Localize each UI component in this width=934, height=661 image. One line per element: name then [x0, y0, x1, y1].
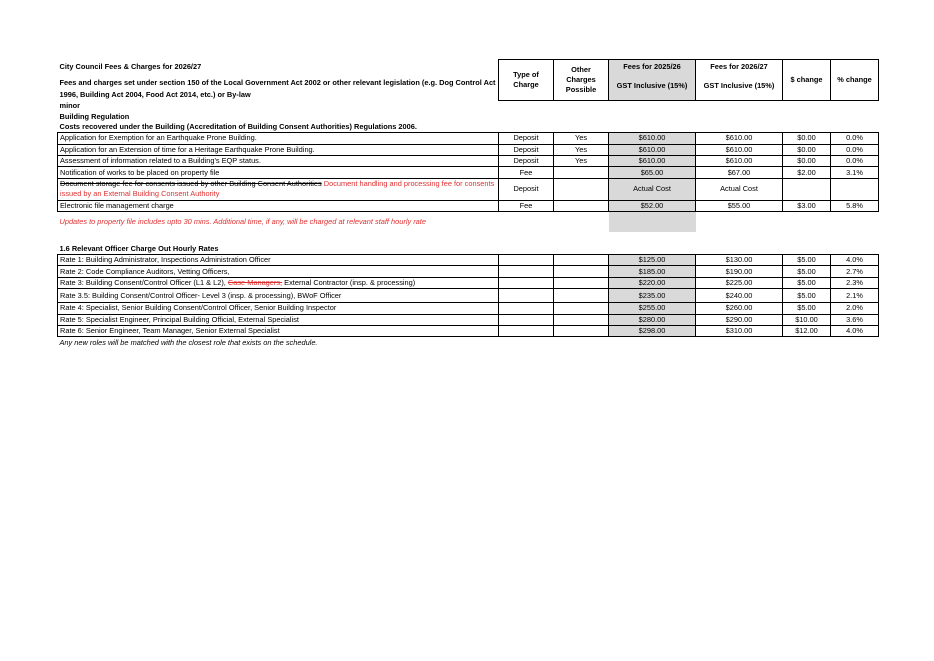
page-subtitle: Fees and charges set under section 150 of the Local Government Act 2002 or other relevant legislation (e.g. Dog Control Act 1996, Building Act 2004, Food Act 2014, etc.) or By-law — [59, 77, 496, 99]
page-title: City Council Fees & Charges for 2026/27 — [59, 62, 202, 71]
fees-table — [57, 59, 879, 348]
table-row: Rate 2: Code Compliance Auditors, Vetting Officers, $185.00 $190.00 $5.00 2.7% — [58, 266, 879, 277]
table-row: Document storage fee for consents issued by other Building Consent Authorities Document handling and processing fee for consents issued by an External Building Consent Authority Deposit Actual Cost Actual Cost — [58, 178, 879, 200]
col-pct-change: % change — [831, 60, 879, 101]
fees-document — [57, 59, 878, 348]
col-fees-curr: Fees for 2026/27 — [696, 60, 783, 75]
col-dollar-change: $ change — [783, 60, 831, 101]
table-row: Rate 3.5: Building Consent/Control Officer- Level 3 (insp. & processing), BWoF Officer $235.00 $240.00 $5.00 2.1% — [58, 289, 879, 303]
col-other-charges: Other Charges Possible — [554, 60, 609, 101]
table-row: Electronic file management charge Fee $52.00 $55.00 $3.00 5.8% — [58, 200, 879, 211]
col-fees-prev: Fees for 2025/26 — [609, 60, 696, 75]
table-row: Rate 3: Building Consent/Control Officer (L1 & L2), Case Managers, External Contractor (insp. & processing) $220.00 $225.00 $5.00 2.3% — [58, 277, 879, 288]
new-text: Document handling and processing fee for consents issued by an External Building Consent Authority — [60, 179, 495, 199]
section-heading: Building Regulation — [59, 111, 130, 121]
struck-text: Case Managers, — [227, 277, 283, 287]
table-row: Rate 5: Specialist Engineer, Principal Building Official, External Specialist $280.00 $290.00 $10.00 3.6% — [58, 314, 879, 325]
col-gst-prev: GST Inclusive (15%) — [609, 81, 696, 101]
struck-text: Document storage fee for consents issued by other Building Consent Authorities — [60, 179, 322, 189]
section-subheading: Costs recovered under the Building (Accreditation of Building Consent Authorities) Regulations 2006. — [59, 121, 417, 131]
col-type-of-charge: Type of Charge — [499, 60, 554, 101]
property-file-note: Updates to property file includes upto 30 mins. Additional time, if any, will be charged at relevant staff hourly rate — [59, 216, 426, 226]
col-gst-curr: GST Inclusive (15%) — [696, 81, 783, 101]
table-row: Rate 1: Building Administrator, Inspections Administration Officer $125.00 $130.00 $5.00 4.0% — [58, 255, 879, 266]
hourly-rates-heading: 1.6 Relevant Officer Charge Out Hourly Rates — [59, 243, 219, 253]
table-row: Application for an Extension of time for a Heritage Earthquake Prone Building. Deposit Yes $610.00 $610.00 $0.00 0.0% — [58, 144, 879, 155]
new-roles-note: Any new roles will be matched with the closest role that exists on the schedule. — [59, 337, 318, 347]
table-row: Application for Exemption for an Earthquake Prone Building. Deposit Yes $610.00 $610.00 $0.00 0.0% — [58, 133, 879, 144]
section-minor: minor — [59, 101, 81, 111]
storage-fee-cell — [58, 178, 499, 200]
table-row: Rate 4: Specialist, Senior Building Consent/Control Officer, Senior Building Inspector $255.00 $260.00 $5.00 2.0% — [58, 303, 879, 314]
rate3-cell: Rate 3: Building Consent/Control Officer (L1 & L2), Case Managers, External Contractor (insp. & processing) — [58, 277, 499, 288]
table-row: Notification of works to be placed on property file Fee $65.00 $67.00 $2.00 3.1% — [58, 167, 879, 178]
table-row: Rate 6: Senior Engineer, Team Manager, Senior External Specialist $298.00 $310.00 $12.00 4.0% — [58, 325, 879, 336]
table-row: Assessment of information related to a Building's EQP status. Deposit Yes $610.00 $610.00 $0.00 0.0% — [58, 155, 879, 166]
